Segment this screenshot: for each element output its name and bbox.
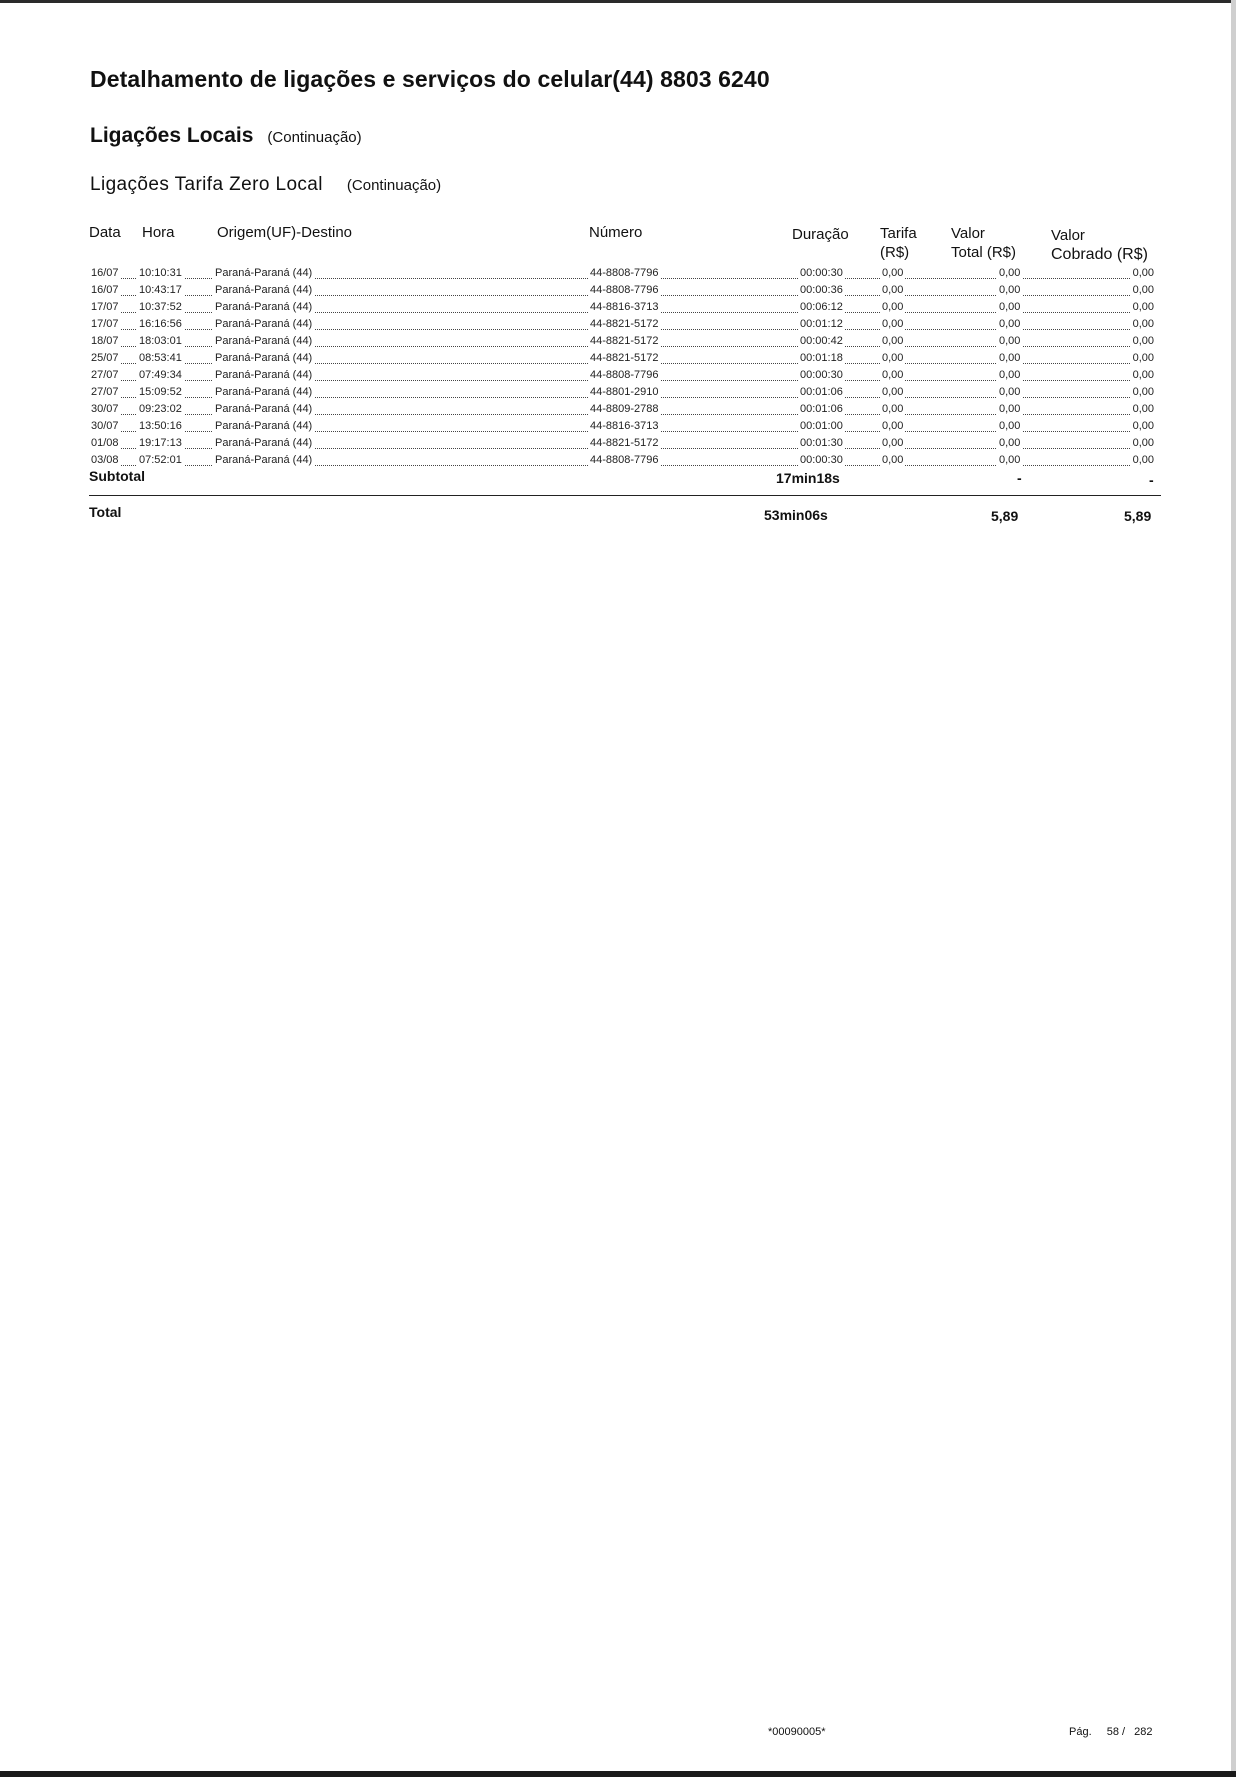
cell-duracao: 00:06:12 [800, 301, 843, 313]
cell-hora: 07:49:34 [139, 369, 182, 381]
cell-numero: 44-8808-7796 [590, 369, 659, 381]
header-origem: Origem(UF)-Destino [217, 224, 353, 241]
cell-data: 17/07 [91, 318, 119, 330]
section-continuation: (Continuação) [267, 129, 362, 146]
cell-valor: 0,00 [999, 284, 1021, 296]
cell-cobrado: 0,00 [1132, 437, 1154, 449]
header-data: Data [89, 224, 121, 241]
cell-tarifa: 0,00 [882, 267, 904, 279]
cell-duracao: 00:01:06 [800, 386, 843, 398]
table-row [89, 419, 1156, 436]
cell-cobrado: 0,00 [1132, 318, 1154, 330]
header-valor-cobrado-line2: Cobrado (R$) [1051, 246, 1148, 263]
subtotal-valor: - [1017, 470, 1022, 486]
total-label: Total [89, 504, 122, 520]
cell-data: 16/07 [91, 267, 119, 279]
page-total: 282 [1134, 1726, 1153, 1738]
cell-valor: 0,00 [999, 267, 1021, 279]
cell-origem: Paraná-Paraná (44) [215, 454, 313, 466]
subtotal-duracao: 17min18s [776, 470, 840, 486]
table-row [89, 385, 1156, 402]
table-row [89, 317, 1156, 334]
cell-valor: 0,00 [999, 403, 1021, 415]
cell-hora: 15:09:52 [139, 386, 182, 398]
subsection-continuation: (Continuação) [346, 177, 442, 194]
cell-hora: 10:43:17 [139, 284, 182, 296]
cell-cobrado: 0,00 [1132, 386, 1154, 398]
cell-hora: 09:23:02 [139, 403, 182, 415]
table-row [89, 300, 1156, 317]
cell-valor: 0,00 [999, 369, 1021, 381]
cell-data: 27/07 [91, 369, 119, 381]
table-row [89, 283, 1156, 300]
cell-origem: Paraná-Paraná (44) [215, 386, 313, 398]
total-divider [89, 495, 1161, 496]
cell-origem: Paraná-Paraná (44) [215, 403, 313, 415]
cell-tarifa: 0,00 [882, 284, 904, 296]
cell-cobrado: 0,00 [1132, 420, 1154, 432]
cell-valor: 0,00 [999, 386, 1021, 398]
cell-tarifa: 0,00 [882, 352, 904, 364]
cell-cobrado: 0,00 [1132, 454, 1154, 466]
header-tarifa [880, 224, 917, 262]
cell-data: 27/07 [91, 386, 119, 398]
cell-cobrado: 0,00 [1132, 335, 1154, 347]
cell-hora: 08:53:41 [139, 352, 182, 364]
cell-duracao: 00:01:12 [800, 318, 843, 330]
cell-duracao: 00:00:30 [800, 454, 843, 466]
cell-valor: 0,00 [999, 352, 1021, 364]
cell-duracao: 00:00:30 [800, 267, 843, 279]
cell-numero: 44-8821-5172 [590, 437, 659, 449]
cell-duracao: 00:01:18 [800, 352, 843, 364]
cell-duracao: 00:01:00 [800, 420, 843, 432]
subsection-title-text: Ligações Tarifa Zero Local [90, 174, 323, 195]
cell-numero: 44-8816-3713 [590, 301, 659, 313]
cell-valor: 0,00 [999, 454, 1021, 466]
total-valor: 5,89 [991, 508, 1019, 524]
cell-numero: 44-8821-5172 [590, 318, 659, 330]
cell-cobrado: 0,00 [1132, 284, 1154, 296]
page-bottom-edge [0, 1771, 1236, 1777]
cell-tarifa: 0,00 [882, 420, 904, 432]
cell-hora: 18:03:01 [139, 335, 182, 347]
section-title [90, 124, 362, 148]
cell-duracao: 00:00:30 [800, 369, 843, 381]
table-row [89, 453, 1156, 470]
cell-origem: Paraná-Paraná (44) [215, 352, 313, 364]
cell-tarifa: 0,00 [882, 437, 904, 449]
cell-cobrado: 0,00 [1132, 403, 1154, 415]
cell-duracao: 00:00:42 [800, 335, 843, 347]
cell-tarifa: 0,00 [882, 318, 904, 330]
cell-data: 16/07 [91, 284, 119, 296]
cell-tarifa: 0,00 [882, 386, 904, 398]
total-duracao: 53min06s [764, 507, 828, 523]
page-right-edge [1231, 0, 1236, 1777]
table-row [89, 351, 1156, 368]
page-current: 58 / [1106, 1726, 1126, 1738]
cell-numero: 44-8821-5172 [590, 352, 659, 364]
cell-duracao: 00:01:30 [800, 437, 843, 449]
table-row [89, 402, 1156, 419]
cell-valor: 0,00 [999, 301, 1021, 313]
cell-numero: 44-8821-5172 [590, 335, 659, 347]
header-valor-cobrado [1051, 226, 1148, 264]
cell-numero: 44-8809-2788 [590, 403, 659, 415]
cell-hora: 07:52:01 [139, 454, 182, 466]
cell-origem: Paraná-Paraná (44) [215, 301, 313, 313]
cell-data: 17/07 [91, 301, 119, 313]
subsection-title [90, 174, 441, 196]
header-tarifa-line2: (R$) [880, 244, 910, 261]
cell-hora: 13:50:16 [139, 420, 182, 432]
cell-numero: 44-8808-7796 [590, 267, 659, 279]
document-code: *00090005* [768, 1726, 826, 1738]
cell-origem: Paraná-Paraná (44) [215, 437, 313, 449]
subtotal-label: Subtotal [89, 468, 145, 484]
page-number [1069, 1726, 1152, 1738]
table-row [89, 436, 1156, 453]
cell-origem: Paraná-Paraná (44) [215, 318, 313, 330]
cell-data: 18/07 [91, 335, 119, 347]
cell-cobrado: 0,00 [1132, 267, 1154, 279]
cell-valor: 0,00 [999, 420, 1021, 432]
header-valor-cobrado-line1: Valor [1051, 227, 1085, 244]
cell-cobrado: 0,00 [1132, 352, 1154, 364]
table-row [89, 266, 1156, 283]
total-cobrado: 5,89 [1124, 508, 1152, 524]
cell-cobrado: 0,00 [1132, 369, 1154, 381]
cell-data: 01/08 [91, 437, 119, 449]
cell-hora: 10:37:52 [139, 301, 182, 313]
cell-origem: Paraná-Paraná (44) [215, 420, 313, 432]
cell-duracao: 00:01:06 [800, 403, 843, 415]
cell-data: 25/07 [91, 352, 119, 364]
cell-valor: 0,00 [999, 318, 1021, 330]
cell-tarifa: 0,00 [882, 454, 904, 466]
header-hora: Hora [142, 224, 175, 241]
cell-cobrado: 0,00 [1132, 301, 1154, 313]
cell-duracao: 00:00:36 [800, 284, 843, 296]
table-row [89, 368, 1156, 385]
header-numero: Número [589, 224, 643, 241]
cell-data: 30/07 [91, 420, 119, 432]
header-valor-total [951, 224, 1016, 262]
cell-origem: Paraná-Paraná (44) [215, 335, 313, 347]
header-valor-total-line1: Valor [951, 225, 985, 242]
cell-tarifa: 0,00 [882, 369, 904, 381]
cell-tarifa: 0,00 [882, 403, 904, 415]
cell-numero: 44-8808-7796 [590, 284, 659, 296]
cell-origem: Paraná-Paraná (44) [215, 369, 313, 381]
cell-origem: Paraná-Paraná (44) [215, 267, 313, 279]
cell-hora: 10:10:31 [139, 267, 182, 279]
header-tarifa-line1: Tarifa [880, 225, 917, 242]
cell-data: 03/08 [91, 454, 119, 466]
table-row [89, 334, 1156, 351]
section-title-text: Ligações Locais [90, 124, 254, 147]
page-top-edge [0, 0, 1236, 3]
call-rows [89, 266, 1156, 470]
cell-tarifa: 0,00 [882, 301, 904, 313]
header-duracao: Duração [792, 226, 849, 243]
page-title: Detalhamento de ligações e serviços do celular(44) 8803 6240 [90, 66, 770, 92]
cell-tarifa: 0,00 [882, 335, 904, 347]
cell-numero: 44-8808-7796 [590, 454, 659, 466]
cell-valor: 0,00 [999, 335, 1021, 347]
header-valor-total-line2: Total (R$) [951, 244, 1017, 261]
cell-hora: 19:17:13 [139, 437, 182, 449]
cell-origem: Paraná-Paraná (44) [215, 284, 313, 296]
cell-hora: 16:16:56 [139, 318, 182, 330]
cell-data: 30/07 [91, 403, 119, 415]
cell-valor: 0,00 [999, 437, 1021, 449]
cell-numero: 44-8816-3713 [590, 420, 659, 432]
subtotal-cobrado: - [1149, 472, 1154, 488]
cell-numero: 44-8801-2910 [590, 386, 659, 398]
page-label: Pág. [1069, 1726, 1092, 1738]
